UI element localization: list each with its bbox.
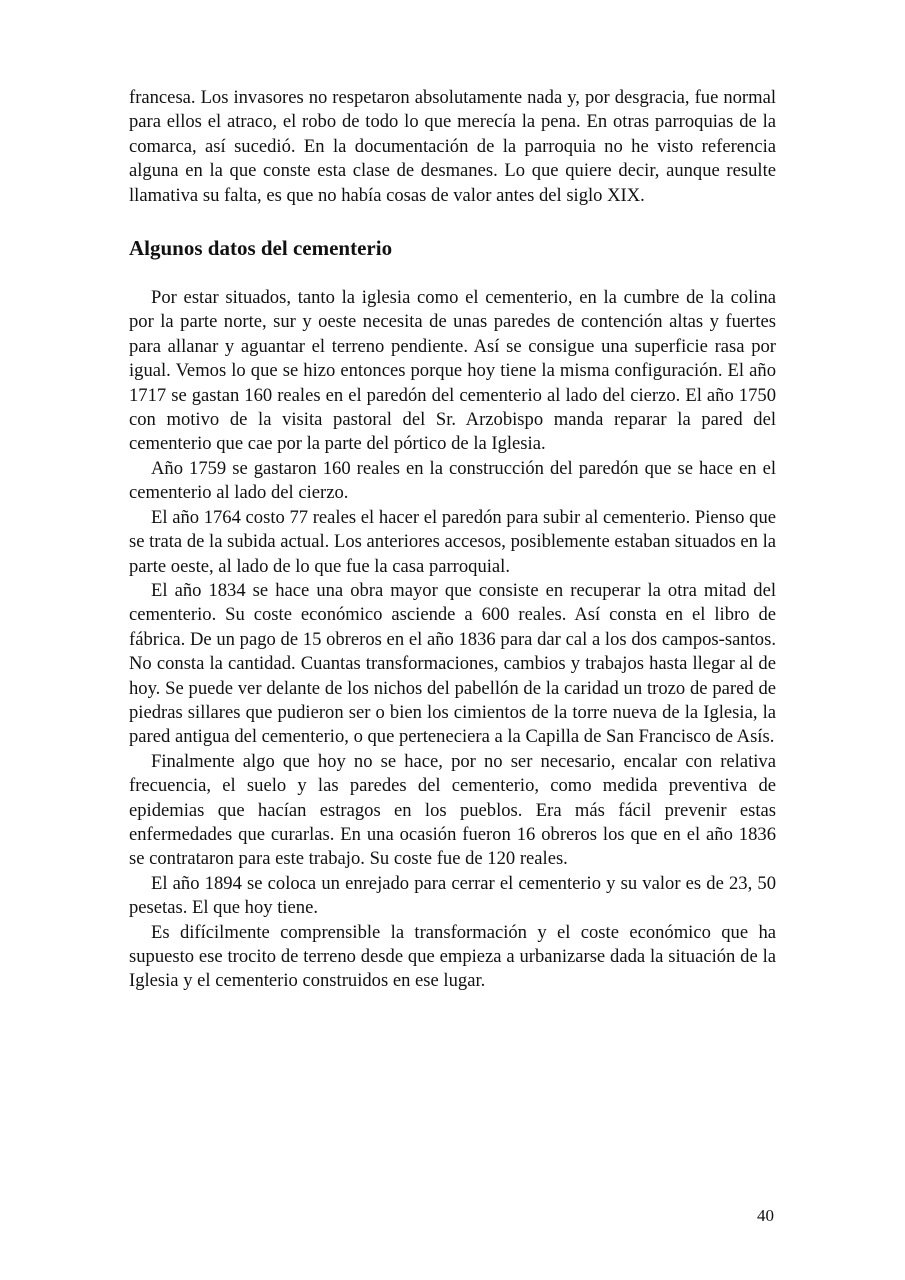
paragraph: El año 1894 se coloca un enrejado para cerrar el cementerio y su valor es de 23, 50 pesetas. El que hoy tiene.: [129, 872, 776, 919]
paragraph: Finalmente algo que hoy no se hace, por no ser necesario, encalar con relativa frecuencia, el suelo y las paredes del cementerio, como medida preventiva de epidemias que hacían estragos en los pueblos. Era más fácil prevenir estas enfermedades que curarlas. En una ocasión fueron 16 obreros los que en el año 1836 se contrataron para este trabajo. Su coste fue de 120 reales.: [129, 750, 776, 870]
paragraph: Es difícilmente comprensible la transformación y el coste económico que ha supuesto ese trocito de terreno desde que empieza a urbanizarse dada la situación de la Iglesia y el cementerio construidos en ese lugar.: [129, 921, 776, 992]
paragraph: Año 1759 se gastaron 160 reales en la construcción del paredón que se hace en el cementerio al lado del cierzo.: [129, 457, 776, 504]
paragraph-continuation: francesa. Los invasores no respetaron absolutamente nada y, por desgracia, fue normal para ellos el atraco, el robo de todo lo que merecía la pena. En otras parroquias de la comarca, así sucedió. En la documentación de la parroquia no he visto referencia alguna en la que conste esta clase de desmanes. Lo que quiere decir, aunque resulte llamativa su falta, es que no había cosas de valor antes del siglo XIX.: [129, 87, 776, 206]
paragraph: El año 1834 se hace una obra mayor que consiste en recuperar la otra mitad del cementerio. Su coste económico asciende a 600 reales. Así consta en el libro de fábrica. De un pago de 15 obreros en el año 1836 para dar cal a los dos campos-santos. No consta la cantidad. Cuantas transformaciones, cambios y trabajos hasta llegar al de hoy. Se puede ver delante de los nichos del pabellón de la caridad un trozo de pared de piedras sillares que pudieron ser o bien los cimientos de la torre nueva de la Iglesia, la pared antigua del cementerio, o que perteneciera a la Capilla de San Francisco de Asís.: [129, 579, 776, 748]
body-text: [129, 86, 776, 994]
page-number: 40: [757, 1206, 774, 1225]
paragraph: El año 1764 costo 77 reales el hacer el paredón para subir al cementerio. Pienso que se trata de la subida actual. Los anteriores accesos, posiblemente estaban situados en la parte oeste, al lado de lo que fue la casa parroquial.: [129, 506, 776, 577]
paragraph: Por estar situados, tanto la iglesia como el cementerio, en la cumbre de la colina por la parte norte, sur y oeste necesita de unas paredes de contención altas y fuertes para allanar y aguantar el terreno pendiente. Así se consigue una superficie rasa por igual. Vemos lo que se hizo entonces porque hoy tiene la misma configuración. El año 1717 se gastan 160 reales en el paredón del cementerio al lado del cierzo. El año 1750 con motivo de la visita pastoral del Sr. Arzobispo manda reparar la pared del cementerio que cae por la parte del pórtico de la Iglesia.: [129, 287, 776, 455]
section-heading: Algunos datos del cementerio: [129, 236, 393, 261]
